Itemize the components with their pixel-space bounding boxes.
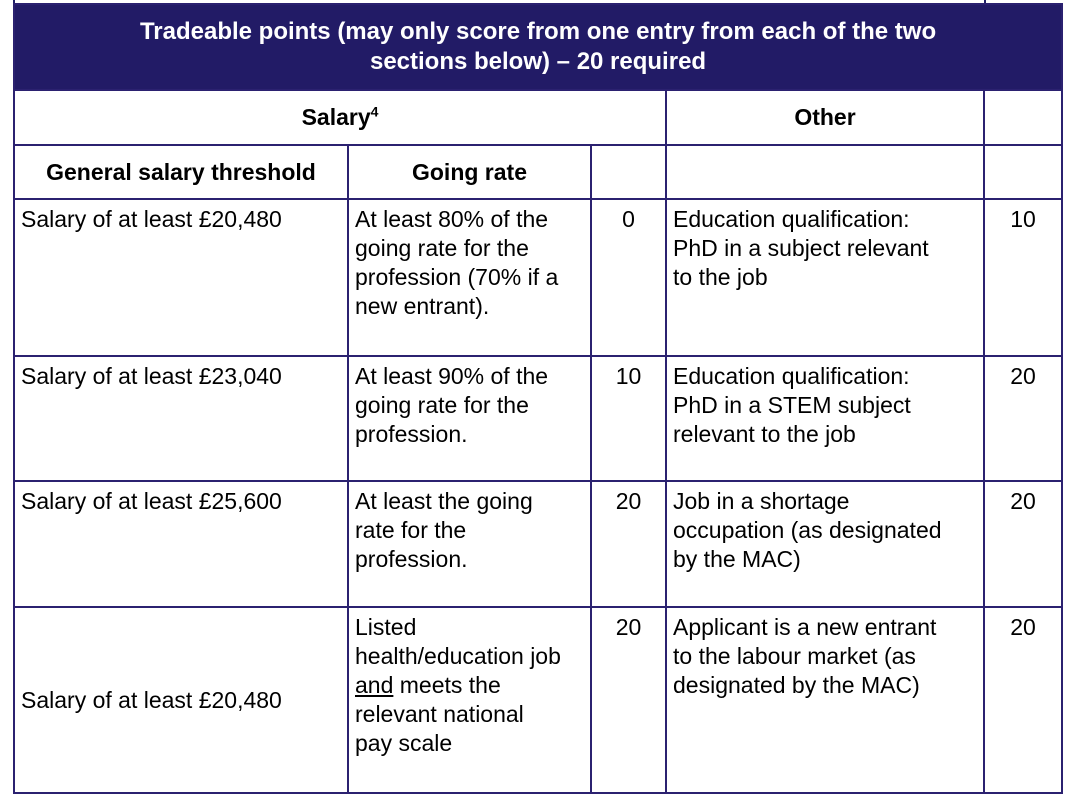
column-header-row bbox=[14, 145, 1062, 199]
going-rate-cell bbox=[348, 481, 591, 607]
other-points-cell bbox=[984, 607, 1062, 793]
going-rate-line: health/education job bbox=[355, 643, 561, 669]
threshold-text: Salary of at least £25,600 bbox=[21, 488, 282, 514]
other-points-cell bbox=[984, 481, 1062, 607]
other-criterion-cell bbox=[666, 607, 984, 793]
threshold-cell bbox=[14, 356, 348, 481]
salary-points-value: 0 bbox=[622, 206, 635, 232]
other-points-value: 20 bbox=[1010, 614, 1036, 640]
threshold-text: Salary of at least £20,480 bbox=[21, 206, 282, 232]
page-top-edge bbox=[0, 0, 1080, 2]
going-rate-line: relevant national bbox=[355, 701, 524, 727]
salary-points-cell bbox=[591, 199, 666, 356]
going-rate-line: profession. bbox=[355, 546, 468, 572]
other-criterion-line: Education qualification: bbox=[673, 206, 910, 232]
table-row bbox=[14, 607, 1062, 793]
going-rate-line: profession (70% if a bbox=[355, 264, 559, 290]
going-rate-cell bbox=[348, 199, 591, 356]
general-threshold-header bbox=[14, 145, 348, 199]
going-rate-line: pay scale bbox=[355, 730, 453, 756]
other-section-header bbox=[666, 90, 984, 145]
other-criterion-line: to the job bbox=[673, 264, 768, 290]
tradeable-points-table bbox=[13, 3, 1063, 794]
other-criterion-line: PhD in a STEM subject bbox=[673, 392, 911, 418]
other-subheader-cell bbox=[666, 145, 984, 199]
going-rate-line: new entrant). bbox=[355, 293, 490, 319]
table-banner bbox=[14, 4, 1062, 90]
other-points-header-cell bbox=[984, 90, 1062, 145]
going-rate-header bbox=[348, 145, 591, 199]
general-threshold-header-text: General salary threshold bbox=[46, 158, 316, 185]
threshold-cell bbox=[14, 481, 348, 607]
salary-points-cell bbox=[591, 607, 666, 793]
footnote-marker: 4 bbox=[370, 103, 379, 120]
threshold-cell bbox=[14, 607, 348, 793]
going-rate-line-rest: meets the bbox=[393, 672, 501, 698]
threshold-text: Salary of at least £20,480 bbox=[21, 686, 282, 713]
going-rate-line: At least the going bbox=[355, 488, 533, 514]
going-rate-cell bbox=[348, 356, 591, 481]
salary-points-value: 20 bbox=[615, 614, 642, 640]
threshold-text: Salary of at least £23,040 bbox=[21, 363, 282, 389]
table-row bbox=[14, 481, 1062, 607]
going-rate-line: At least 90% of the bbox=[355, 363, 549, 389]
underlined-and: and bbox=[355, 672, 394, 698]
going-rate-line bbox=[355, 671, 584, 700]
banner-line-2: sections below) – 20 required bbox=[369, 48, 707, 75]
going-rate-header-text: Going rate bbox=[411, 158, 527, 185]
going-rate-line: profession. bbox=[355, 421, 468, 447]
salary-points-cell bbox=[591, 481, 666, 607]
table-row bbox=[14, 356, 1062, 481]
salary-points-cell bbox=[591, 356, 666, 481]
other-points-subheader-cell bbox=[984, 145, 1062, 199]
other-criterion-line: by the MAC) bbox=[673, 546, 801, 572]
going-rate-line: going rate for the bbox=[355, 235, 529, 261]
going-rate-line: going rate for the bbox=[355, 392, 529, 418]
other-points-value: 20 bbox=[1010, 488, 1036, 514]
other-criterion-line: occupation (as designated bbox=[673, 517, 942, 543]
salary-points-value: 20 bbox=[615, 488, 642, 514]
other-criterion-cell bbox=[666, 199, 984, 356]
going-rate-line: Listed bbox=[355, 614, 417, 640]
going-rate-line: rate for the bbox=[355, 517, 467, 543]
going-rate-line: At least 80% of the bbox=[355, 206, 549, 232]
other-criterion-line: relevant to the job bbox=[673, 421, 856, 447]
other-criterion-line: Education qualification: bbox=[673, 363, 910, 389]
other-criterion-line: Job in a shortage bbox=[673, 488, 850, 514]
salary-section-header bbox=[14, 90, 666, 145]
other-header-text: Other bbox=[794, 104, 856, 130]
other-criterion-line: Applicant is a new entrant bbox=[673, 614, 937, 640]
table-row bbox=[14, 199, 1062, 356]
other-criterion-line: to the labour market (as bbox=[673, 643, 916, 669]
other-points-value: 10 bbox=[1010, 206, 1036, 232]
going-rate-cell bbox=[348, 607, 591, 793]
banner-row bbox=[14, 4, 1062, 90]
salary-points-value: 10 bbox=[615, 363, 642, 389]
banner-line-1: Tradeable points (may only score from one entry from each of the two bbox=[139, 18, 937, 45]
other-criterion-line: designated by the MAC) bbox=[673, 672, 920, 698]
salary-points-header-cell bbox=[591, 145, 666, 199]
threshold-cell bbox=[14, 199, 348, 356]
other-points-cell bbox=[984, 356, 1062, 481]
other-points-cell bbox=[984, 199, 1062, 356]
other-criterion-cell bbox=[666, 481, 984, 607]
other-points-value: 20 bbox=[1010, 363, 1036, 389]
other-criterion-line: PhD in a subject relevant bbox=[673, 235, 929, 261]
other-criterion-cell bbox=[666, 356, 984, 481]
salary-header-text: Salary bbox=[301, 104, 371, 130]
section-header-row bbox=[14, 90, 1062, 145]
